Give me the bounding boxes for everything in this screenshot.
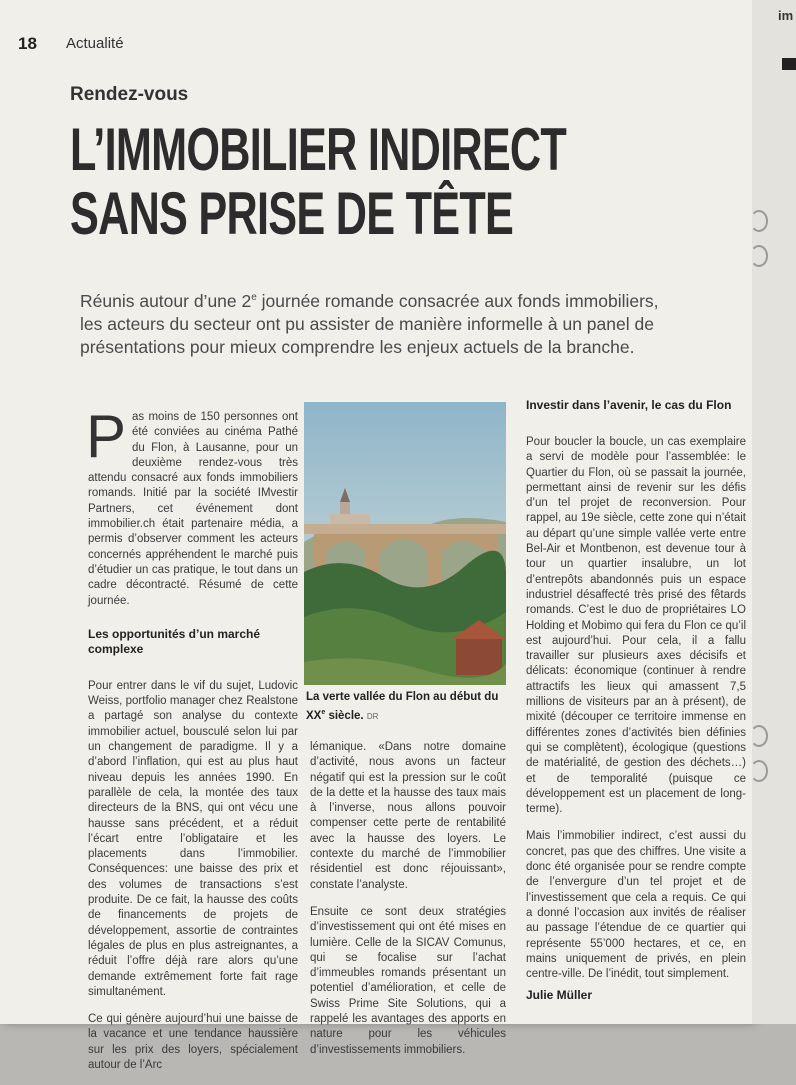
page-number: 18 [18,34,37,53]
binding-ring [750,210,768,232]
photo-credit: DR [366,711,379,721]
adjacent-page-edge [752,0,796,1024]
binding-ring [750,725,768,747]
caption-text-end: siècle. [325,709,364,722]
column-1 [86,403,298,1085]
column-3 [526,398,746,1004]
paragraph: Ce qui génère aujourd’hui une baisse de la vacance et une tendance haussière sur les prix des loyers, spécialement autour de l’Arc [88,1013,298,1071]
binding-ring [750,245,768,267]
flon-valley-photo [304,402,506,685]
photo-illustration [304,402,506,685]
paragraph: Mais l’immobilier indirect, c’est aussi du concret, pas que des chiffres. Une visite a donc été organisée pour se rendre compte de l’envergure d’un tel projet et de l’investissement que cela a requis. Ce qui a donné l’occasion aux invités de réaliser au passage l’étendue de ce quartier qui représente 55’000 hectares, et ce, en mains uniquement de privés, en plein centre-ville. De l’inédit, tout simplement. [526,830,746,981]
author-signature: Julie Müller [526,988,593,1003]
adjacent-page-mark [782,58,796,70]
caption-text: La verte vallée du Flon au début du XX [306,691,499,722]
subheading-flon: Investir dans l’avenir, le cas du Flon [526,398,732,412]
article-kicker: Rendez-vous [70,84,189,105]
caption-ordinal: e [321,709,326,716]
binding-ring [750,760,768,782]
paragraph: Ensuite ce sont deux stratégies d’investissement qui ont été mises en lumière. Celle de la SICAV Comunus, qui se focalise sur l’achat d’immeubles romands présentant un potentiel d’amélioration, et celle de Swiss Prime Site Solutions, qui a rappelé les avantages des apports en nature pour les véhicules d’investissements immobiliers. [310,905,506,1056]
lead-ordinal: e [251,292,257,303]
section-label: Actualité [66,35,124,52]
lead-text-end: journée romande consacrée aux fonds immobiliers, les acteurs du secteur ont pu assister de manière informelle à un panel de présentations pour mieux comprendre les enjeux actuels de la branche. [80,290,659,357]
headline-line-2: SANS PRISE DE TÊTE [70,180,514,247]
adjacent-page-text: im [778,8,794,23]
article-headline [70,116,567,247]
lead-text-start: Réunis autour d’une 2 [80,290,252,311]
paragraph: lémanique. «Dans notre domaine d’activité, nous avons un facteur négatif qui est la pression sur le coût de la dette et la hausse des taux mais à l’inverse, nous allons pouvoir compenser cette perte de rentabilité avec la hausse des loyers. Le contexte du marché de l’immobilier résidentiel est donc réjouissant», constate l’analyste. [310,741,506,891]
drop-cap: P [86,403,127,470]
paragraph: Pour boucler la boucle, un cas exemplaire a servi de modèle pour l’assemblée: le Quartier du Flon, où se passait la journée, permettant ainsi de revenir sur les défis d’un tel projet de reconversion. Pour rappel, au 19e siècle, cette zone qui n’était au départ qu’une simple vallée verte entre Bel-Air et Montbenon, est devenue tour à tour un quartier insalubre, un lot d’entrepôts abandonnés puis un espace industriel désaffecté très prisé des fêtards romands. C’est le duo de propriétaires LO Holding et Mobimo qui fera du Flon ce qu’il est aujourd’hui. Pour cela, il a fallu travailler sur plusieurs axes décisifs et délicats: économique (continuer à rendre attractifs les lieux qui amassent 7,5 millions de visiteurs par an à présent), de mixité (découper ce territoire immense en différentes zones d’activités bien définies qui se complètent), écologique (questions de matérialité, de gestion des déchets…) et de temporalité (puisque ce développement est un placement de long-terme). [526,436,746,816]
headline-line-1: L’IMMOBILIER INDIRECT [70,116,567,183]
article-lead [80,286,680,359]
paragraph [86,403,298,609]
paragraph: Pour entrer dans le vif du sujet, Ludovic Weiss, portfolio manager chez Realstone a partagé son analyse du contexte immobilier actuel, bousculé selon lui par un changement de paradigme. Il y a d’abord l’inflation, qui est au plus haut niveau depuis les années 1990. En parallèle de cela, la montée des taux directeurs de la BNS, qui ont vécu une hausse sans précédent, et a réduit l’écart entre l’obligataire et les placements dans l’immobilier. Conséquences: une baisse des prix et des volumes de transactions s’est produite. De ce fait, la hausse des coûts de financements de projets de développement, assortie de contraintes légales de plus en plus astreignantes, a réduit l’offre déjà rare alors qu’une demande extrêmement forte fait rage simultanément. [88,679,298,998]
subheading-opportunites: Les opportunités d’un marché complexe [88,626,261,656]
photo-caption [306,690,506,724]
column-2 [310,740,506,1070]
paragraph-text: as moins de 150 personnes ont été conviées au cinéma Pathé du Flon, à Lausanne, pour un deuxième rendez-vous très attendu consacré aux fonds immobiliers romands. Initié par la société IMvestir Partners, cet événement dont immobilier.ch était partenaire média, a permis d’observer comment les acteurs concernés appréhendent le marché puis d’étudier un cas pratique, le tout dans un cadre décontracté. Résumé de cette journée. [88,411,298,607]
